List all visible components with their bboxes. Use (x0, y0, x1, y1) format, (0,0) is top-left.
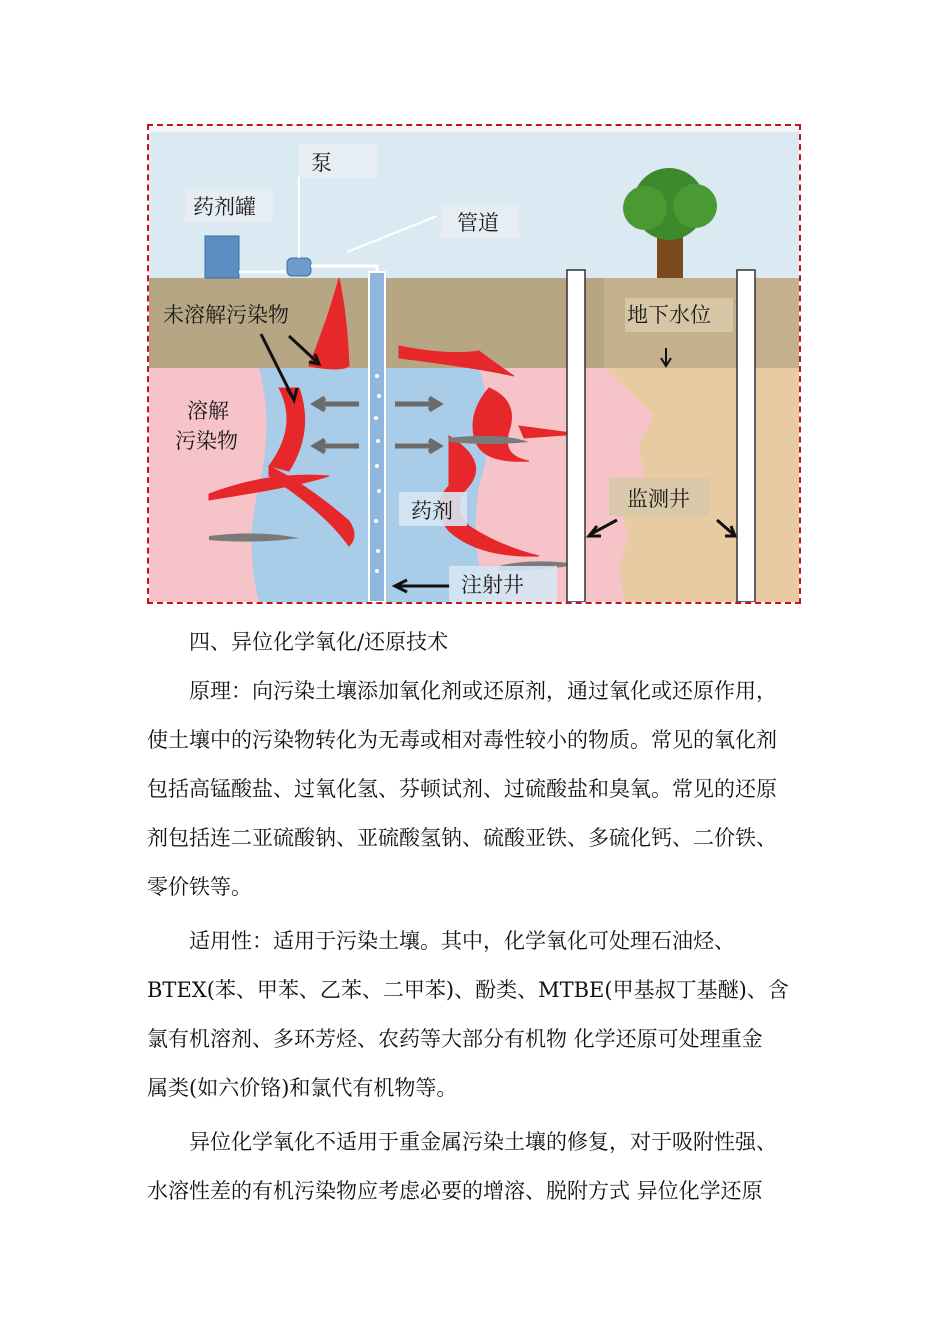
remediation-diagram (147, 124, 801, 604)
label-groundwater-level: 地下水位 (627, 303, 711, 327)
reagent-tank (205, 236, 239, 278)
section-heading: 四、异位化学氧化/还原技术 (189, 630, 449, 654)
text-line: 使土壤中的污染物转化为无毒或相对毒性较小的物质。常见的氧化剂 (147, 728, 777, 752)
label-tank: 药剂罐 (193, 195, 256, 219)
paragraph-applicability (147, 917, 807, 1113)
monitoring-well-right (737, 270, 755, 602)
paragraph-principle (147, 667, 807, 912)
text-line: 属类(如六价铬)和氯代有机物等。 (147, 1076, 458, 1100)
text-line: 零价铁等。 (147, 875, 252, 899)
text-line: 氯有机溶剂、多环芳烃、农药等大部分有机物 化学还原可处理重金 (147, 1027, 763, 1051)
label-injection-well: 注射井 (461, 573, 524, 597)
text-line: 水溶性差的有机污染物应考虑必要的增溶、脱附方式 异位化学还原 (147, 1179, 763, 1203)
text-line: 剂包括连二亚硫酸钠、亚硫酸氢钠、硫酸亚铁、多硫化钙、二价铁、 (147, 826, 777, 850)
text-line: 原理：向污染土壤添加氧化剂或还原剂，通过氧化或还原作用， (189, 679, 777, 703)
body-text (147, 618, 807, 1216)
text-line: BTEX(苯、甲苯、乙苯、二甲苯)、酚类、MTBE(甲基叔丁基醚)、含 (147, 978, 789, 1002)
paragraph-limitations (147, 1118, 807, 1216)
label-dissolved-2: 污染物 (175, 429, 238, 453)
label-undissolved: 未溶解污染物 (163, 303, 289, 327)
diagram-svg (149, 126, 799, 602)
pump (287, 258, 311, 276)
label-reagent: 药剂 (411, 499, 453, 523)
label-dissolved-1: 溶解 (187, 399, 229, 423)
text-line: 异位化学氧化不适用于重金属污染土壤的修复，对于吸附性强、 (189, 1130, 777, 1154)
label-monitoring-well: 监测井 (627, 487, 690, 511)
label-pump: 泵 (311, 151, 332, 175)
monitoring-well-left (567, 270, 585, 602)
label-pipe: 管道 (457, 211, 499, 235)
text-line: 包括高锰酸盐、过氧化氢、芬顿试剂、过硫酸盐和臭氧。常见的还原 (147, 777, 777, 801)
text-line: 适用性：适用于污染土壤。其中，化学氧化可处理石油烃、 (189, 929, 735, 953)
